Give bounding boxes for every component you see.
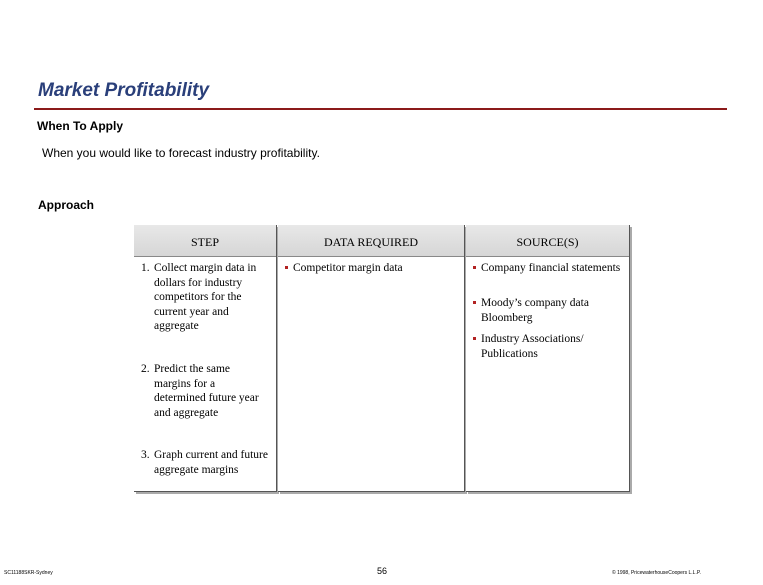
data-required-column <box>278 225 465 492</box>
source-item <box>473 296 623 325</box>
bullet-icon <box>285 266 288 269</box>
when-to-apply-heading: When To Apply <box>37 119 123 133</box>
step-item <box>141 362 269 420</box>
bullet-icon <box>473 301 476 304</box>
source-text: Moody’s company data Bloomberg <box>481 297 589 324</box>
step-column <box>134 225 277 492</box>
page-number: 56 <box>377 566 388 576</box>
page-title: Market Profitability <box>38 80 210 101</box>
step-number: 3. <box>141 449 150 461</box>
title-divider <box>34 108 727 110</box>
source-item <box>473 261 623 276</box>
approach-table <box>134 225 630 492</box>
source-item <box>473 332 623 361</box>
step-text: Collect margin data in dollars for industry competitors for the current year and aggregate <box>154 262 257 332</box>
step-column-header: STEP <box>134 225 276 257</box>
source-text: Industry Associations/ Publications <box>481 333 584 360</box>
data-required-column-header: DATA REQUIRED <box>278 225 464 257</box>
step-text: Graph current and future aggregate margins <box>154 449 268 476</box>
step-item <box>141 448 269 477</box>
sources-column <box>466 225 630 492</box>
step-number: 2. <box>141 363 150 375</box>
approach-heading: Approach <box>38 198 95 212</box>
footer-code: SC11188SKR-Sydney <box>4 570 53 576</box>
step-number: 1. <box>141 262 150 274</box>
step-text: Predict the same margins for a determined future year and aggregate <box>154 363 259 419</box>
copyright: © 1998, PricewaterhouseCoopers L.L.P. <box>612 570 701 576</box>
when-to-apply-text: When you would like to forecast industry profitability. <box>42 146 320 160</box>
data-required-item <box>285 261 435 276</box>
data-required-text: Competitor margin data <box>293 262 403 274</box>
bullet-icon <box>473 266 476 269</box>
sources-column-header: SOURCE(S) <box>466 225 629 257</box>
bullet-icon <box>473 337 476 340</box>
source-text: Company financial statements <box>481 262 621 274</box>
step-item <box>141 261 269 334</box>
